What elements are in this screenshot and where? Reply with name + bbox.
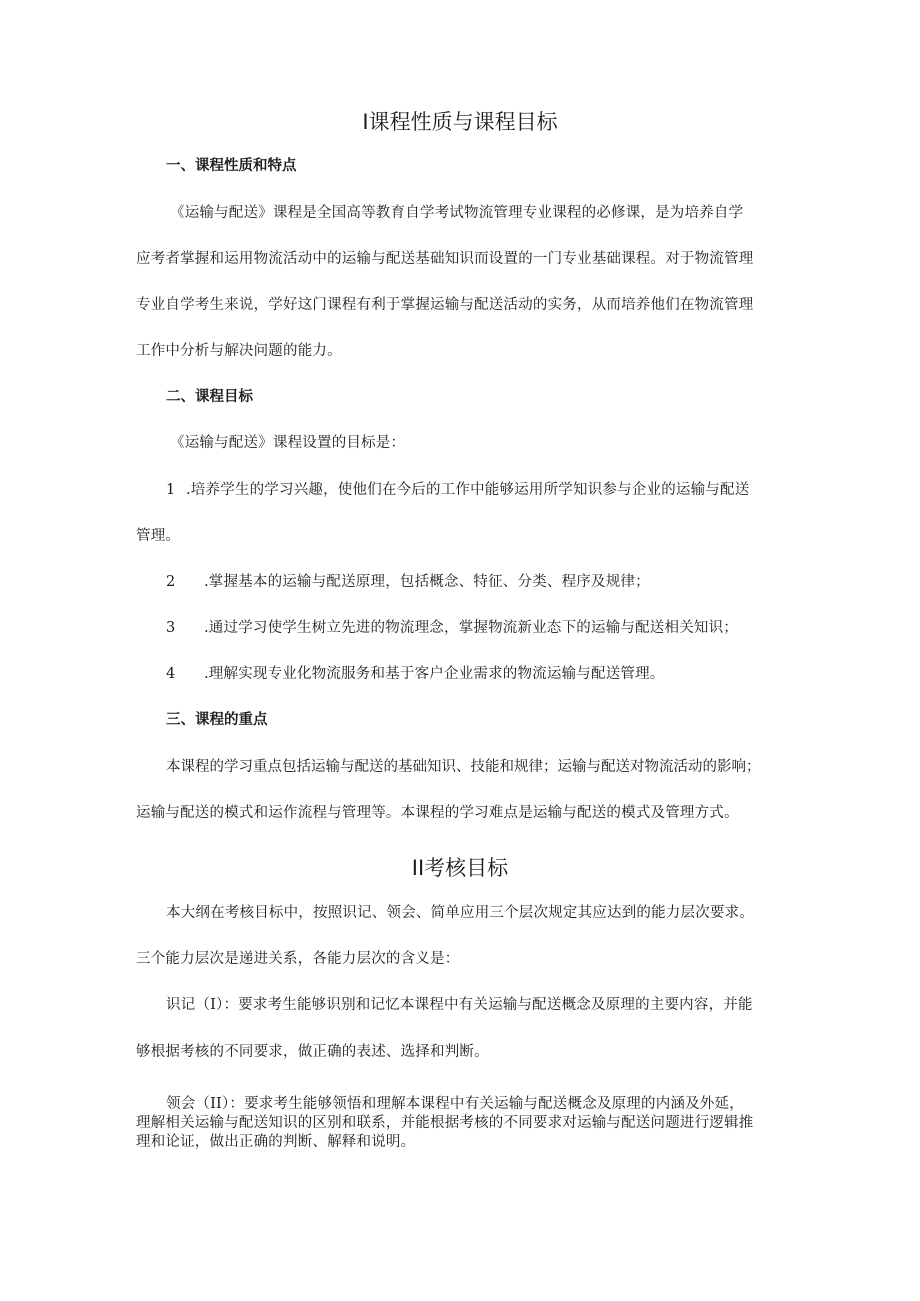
- heading-key-points: 三、课程的重点: [166, 712, 268, 728]
- paragraph-line: 本课程的学习重点包括运输与配送的基础知识、技能和规律；运输与配送对物流活动的影响；: [166, 759, 761, 775]
- paragraph-line: 《运输与配送》课程是全国高等教育自学考试物流管理专业课程的必修课，是为培养自学: [170, 205, 744, 221]
- section-title-2: II考核目标: [411, 856, 509, 880]
- paragraph-line: 专业自学考生来说，学好这门课程有利于掌握运输与配送活动的实务，从而培养他们在物流管理: [136, 297, 754, 313]
- goal-text: .掌握基本的运输与配送原理，包括概念、特征、分类、程序及规律；: [204, 574, 650, 590]
- heading-nature: 一、课程性质和特点: [166, 158, 297, 174]
- section-title-1: I课程性质与课程目标: [362, 110, 558, 134]
- paragraph-line: 理解相关运输与配送知识的区别和联系，并能根据考核的不同要求对运输与配送问题进行逻辑推: [136, 1115, 754, 1131]
- goal-text: .通过学习使学生树立先进的物流理念，掌握物流新业态下的运输与配送相关知识；: [204, 620, 739, 636]
- goal-number: 4: [166, 666, 176, 682]
- paragraph-line: 应考者掌握和运用物流活动中的运输与配送基础知识而设置的一门专业基础课程。对于物流管理: [136, 251, 754, 267]
- paragraph-line: 领会（II）：要求考生能够领悟和理解本课程中有关运输与配送概念及原理的内涵及外延，: [166, 1096, 744, 1112]
- paragraph-line: 够根据考核的不同要求，做正确的表述、选择和判断。: [136, 1044, 489, 1060]
- goal-item-continuation: 管理。: [136, 528, 181, 544]
- paragraph-line: 本大纲在考核目标中，按照识记、领会、简单应用三个层次规定其应达到的能力层次要求。: [166, 905, 754, 921]
- goal-item: [166, 618, 738, 638]
- goal-number: 2: [166, 574, 176, 590]
- goal-number: 3: [166, 620, 176, 636]
- paragraph-line: 工作中分析与解决问题的能力。: [136, 343, 342, 359]
- paragraph-line: 理和论证，做出正确的判断、解释和说明。: [136, 1134, 416, 1150]
- paragraph-line: 三个能力层次是递进关系，各能力层次的含义是：: [136, 951, 460, 967]
- goal-number: 1: [166, 482, 176, 498]
- goal-text: .理解实现专业化物流服务和基于客户企业需求的物流运输与配送管理。: [204, 666, 665, 682]
- goal-item: [166, 664, 665, 684]
- heading-goals: 二、课程目标: [166, 389, 253, 405]
- goal-item: [166, 572, 650, 592]
- goal-intro: 《运输与配送》课程设置的目标是：: [170, 435, 406, 451]
- paragraph-line: 运输与配送的模式和运作流程与管理等。本课程的学习难点是运输与配送的模式及管理方式。: [136, 805, 739, 821]
- goal-text: .培养学生的学习兴趣，使他们在今后的工作中能够运用所学知识参与企业的运输与配送: [186, 482, 750, 498]
- goal-item: [166, 480, 749, 500]
- paragraph-line: 识记（I）：要求考生能够识别和记忆本课程中有关运输与配送概念及原理的主要内容，并能: [166, 997, 753, 1013]
